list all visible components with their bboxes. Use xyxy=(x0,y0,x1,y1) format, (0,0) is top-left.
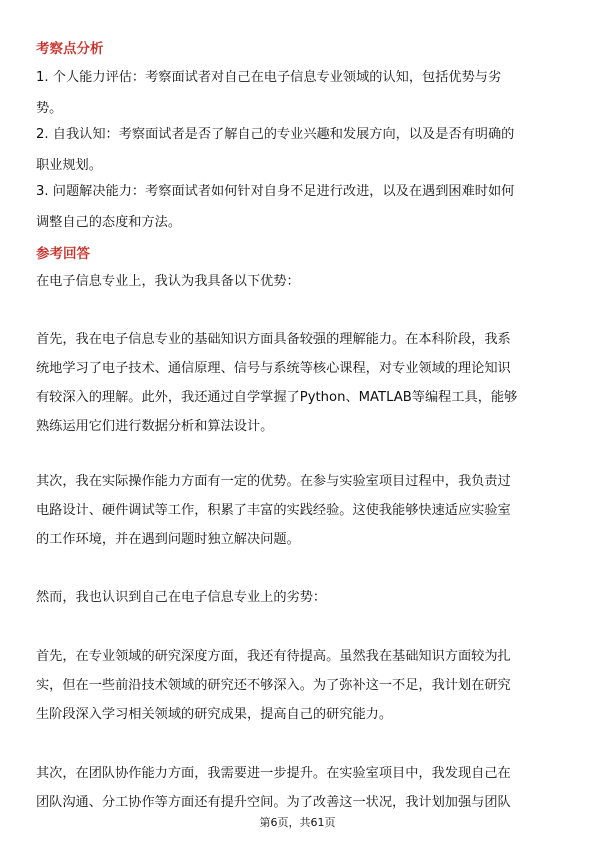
text-line: 3. 问题解决能力：考察面试者如何针对自身不足进行改进，以及在遇到困难时如何 xyxy=(36,184,515,199)
analysis-item-3 xyxy=(36,182,562,233)
answer-paragraph-6 xyxy=(36,764,562,813)
text-line: 团队沟通、分工协作等方面还有提升空间。为了改善这一状况，我计划加强与团队 xyxy=(36,795,511,810)
text-line: 电路设计、硬件调试等工作，积累了丰富的实践经验。这使我能够快速适应实验室 xyxy=(36,503,511,518)
text-line: 2. 自我认知：考察面试者是否了解自己的专业兴趣和发展方向，以及是否有明确的 xyxy=(36,127,515,142)
answer-paragraph-4 xyxy=(36,588,562,608)
section-heading-reference-answer: 参考回答 xyxy=(36,246,90,262)
answer-paragraph-2 xyxy=(36,330,562,437)
answer-paragraph-1 xyxy=(36,272,562,292)
text-line: 统地学习了电子技术、通信原理、信号与系统等核心课程，对专业领域的理论知识 xyxy=(36,361,511,376)
answer-paragraph-3 xyxy=(36,472,562,550)
text-line: 首先，我在电子信息专业的基础知识方面具备较强的理解能力。在本科阶段，我系 xyxy=(36,332,511,347)
text-line: 有较深入的理解。此外，我还通过自学掌握了Python、MATLAB等编程工具，能够 xyxy=(36,390,518,405)
text-line: 实，但在一些前沿技术领域的研究还不够深入。为了弥补这一不足，我计划在研究 xyxy=(36,678,511,693)
text-line: 生阶段深入学习相关领域的研究成果，提高自己的研究能力。 xyxy=(36,707,393,722)
text-line: 的工作环境，并在遇到问题时独立解决问题。 xyxy=(36,532,300,547)
text-line: 然而，我也认识到自己在电子信息专业上的劣势： xyxy=(36,590,327,605)
text-line: 势。 xyxy=(36,101,63,116)
text-line: 其次，在团队协作能力方面，我需要进一步提升。在实验室项目中，我发现自己在 xyxy=(36,766,511,781)
analysis-item-2 xyxy=(36,125,562,176)
section-heading-analysis: 考察点分析 xyxy=(36,41,104,57)
text-line: 职业规划。 xyxy=(36,158,102,173)
text-line: 熟练运用它们进行数据分析和算法设计。 xyxy=(36,419,274,434)
text-line: 调整自己的态度和方法。 xyxy=(36,215,182,230)
text-line: 在电子信息专业上，我认为我具备以下优势： xyxy=(36,274,300,289)
text-line: 其次，我在实际操作能力方面有一定的优势。在参与实验室项目过程中，我负责过 xyxy=(36,474,511,489)
page-number-footer: 第6页，共61页 xyxy=(259,816,336,829)
text-line: 首先，在专业领域的研究深度方面，我还有待提高。虽然我在基础知识方面较为扎 xyxy=(36,649,511,664)
analysis-item-1 xyxy=(36,68,562,119)
text-line: 1. 个人能力评估：考察面试者对自己在电子信息专业领域的认知，包括优势与劣 xyxy=(36,70,502,85)
answer-paragraph-5 xyxy=(36,647,562,725)
